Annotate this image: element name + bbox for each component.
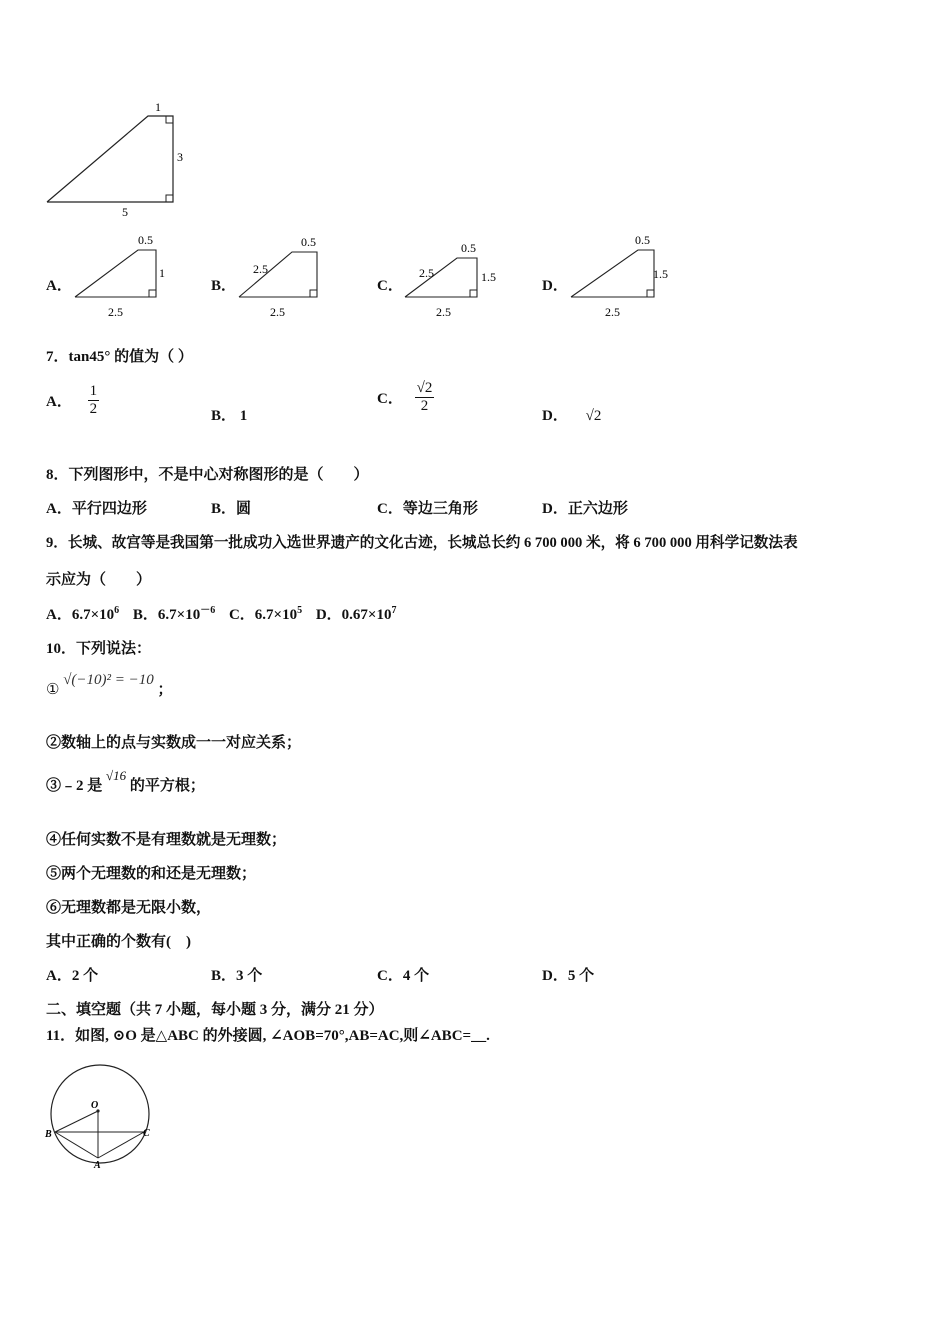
q7-c-denominator: 2 xyxy=(420,398,429,414)
q7-a-numerator: 1 xyxy=(89,383,98,399)
q11-label-b: B xyxy=(45,1129,52,1140)
q11-stem: 11．如图, ⊙O 是△ABC 的外接圆, ∠AOB=70°,AB=AC,则∠ABC=__. xyxy=(46,1028,490,1044)
a-bottom-label: 2.5 xyxy=(108,305,123,319)
d-top-label: 0.5 xyxy=(635,233,650,247)
q10-s1-formula: √(−10)² = −10 xyxy=(63,672,154,688)
q9-option-b[interactable] xyxy=(133,607,215,623)
q10-option-c[interactable]: C．4 个 xyxy=(377,968,430,984)
q9-c-base: C．6.7×10 xyxy=(228,607,298,623)
q8-option-c[interactable]: C．等边三角形 xyxy=(377,501,478,517)
q10-stem: 10．下列说法： xyxy=(46,641,152,657)
a-side-label: 1 xyxy=(159,266,165,280)
b-top-label: 0.5 xyxy=(301,235,316,249)
q11-circle-figure xyxy=(40,1060,165,1175)
b-bottom-label: 2.5 xyxy=(270,305,285,319)
q9-stem-line2: 示应为（ ） xyxy=(46,572,152,588)
q11-label-a: A xyxy=(94,1160,101,1171)
b-slant-label: 2.5 xyxy=(253,262,268,276)
c-bottom-label: 2.5 xyxy=(436,305,451,319)
q7-d-value: √2 xyxy=(585,408,602,424)
q6-main-trapezoid-figure xyxy=(40,95,200,225)
q7-c-fraction xyxy=(415,380,435,415)
q10-s3-prefix: ③﹣2 是 xyxy=(46,778,103,794)
main-side-label: 3 xyxy=(177,150,183,164)
q9-option-a[interactable] xyxy=(46,607,119,623)
q11-label-o: O xyxy=(91,1100,99,1111)
q10-statement-1 xyxy=(46,672,173,699)
q9-a-exp: 6 xyxy=(114,605,120,616)
q7-c-letter: C． xyxy=(377,391,403,407)
q6-option-c-figure xyxy=(400,230,510,322)
q9-options-row xyxy=(46,601,396,624)
d-bottom-label: 2.5 xyxy=(605,305,620,319)
q10-statement-6: ⑥无理数都是无限小数， xyxy=(46,900,212,916)
q7-a-letter: A． xyxy=(46,394,72,410)
q10-option-d[interactable]: D．5 个 xyxy=(542,968,595,984)
q7-stem: 7．tan45° 的值为（ ） xyxy=(46,349,193,365)
main-bottom-label: 5 xyxy=(122,205,128,219)
q7-option-b[interactable] xyxy=(211,404,247,425)
q11-label-c: C xyxy=(143,1128,150,1139)
q8-stem: 8．下列图形中，不是中心对称图形的是（ ） xyxy=(46,467,369,483)
q6-option-c-letter[interactable]: C． xyxy=(377,278,403,294)
q7-a-fraction xyxy=(88,383,100,418)
q6-option-b-letter[interactable]: B． xyxy=(211,278,237,294)
q10-option-a[interactable]: A．2 个 xyxy=(46,968,99,984)
q7-option-d[interactable] xyxy=(542,404,601,425)
q10-s1-marker: ① xyxy=(46,682,60,698)
q7-a-denominator: 2 xyxy=(89,401,98,417)
q9-b-base: B．6.7×10 xyxy=(132,607,201,623)
q7-b-value: 1 xyxy=(239,408,248,424)
q9-d-base: D．0.67×10 xyxy=(315,607,392,623)
q7-d-letter: D． xyxy=(542,408,568,424)
main-top-label: 1 xyxy=(155,100,161,114)
q9-option-c[interactable] xyxy=(229,607,302,623)
q9-c-exp: 5 xyxy=(297,605,303,616)
q10-statement-2: ②数轴上的点与实数成一一对应关系； xyxy=(46,735,302,751)
q7-option-a[interactable] xyxy=(46,383,99,418)
q6-option-d-figure xyxy=(566,230,676,322)
q9-d-exp: 7 xyxy=(391,605,397,616)
q9-option-d[interactable] xyxy=(316,607,397,623)
q6-option-a-letter[interactable]: A． xyxy=(46,278,72,294)
q7-option-c[interactable] xyxy=(377,380,434,415)
q9-b-exp: －6 xyxy=(200,605,216,616)
q6-option-b-figure xyxy=(234,230,344,322)
q7-c-numerator: √2 xyxy=(416,380,433,396)
q10-s3-suffix: 的平方根； xyxy=(129,778,205,794)
q7-b-letter: B． xyxy=(211,408,237,424)
q10-statement-4: ④任何实数不是有理数就是无理数； xyxy=(46,832,287,848)
a-top-label: 0.5 xyxy=(138,233,153,247)
q10-s3-radical: √16 xyxy=(106,768,127,783)
c-top-label: 0.5 xyxy=(461,241,476,255)
q8-option-b[interactable]: B．圆 xyxy=(211,501,252,517)
q10-ask: 其中正确的个数有( ) xyxy=(46,934,191,950)
q8-option-d[interactable]: D．正六边形 xyxy=(542,501,628,517)
q6-option-a-figure xyxy=(70,230,180,322)
q9-stem-line1: 9．长城、故宫等是我国第一批成功入选世界遗产的文化古迹，长城总长约 6 700 000 米，将 6 700 000 用科学记数法表 xyxy=(46,535,798,551)
d-side-label: 1.5 xyxy=(653,267,668,281)
c-slant-label: 2.5 xyxy=(419,266,434,280)
q6-option-d-letter[interactable]: D． xyxy=(542,278,568,294)
q10-statement-5: ⑤两个无理数的和还是无理数； xyxy=(46,866,257,882)
section2-heading: 二、填空题（共 7 小题，每小题 3 分，满分 21 分） xyxy=(46,1002,384,1018)
c-side-label: 1.5 xyxy=(481,270,496,284)
q10-s1-tail: ； xyxy=(157,682,173,698)
q10-statement-3 xyxy=(46,768,205,795)
q9-a-base: A．6.7×10 xyxy=(46,607,115,623)
q10-option-b[interactable]: B．3 个 xyxy=(211,968,263,984)
q8-option-a[interactable]: A．平行四边形 xyxy=(46,501,147,517)
